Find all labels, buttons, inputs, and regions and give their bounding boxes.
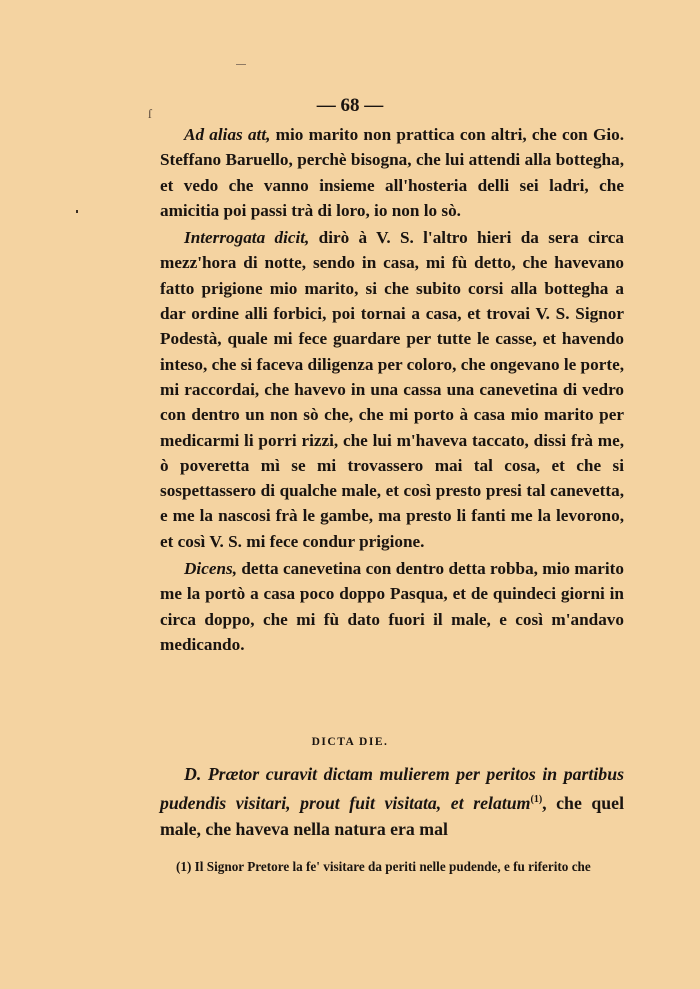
footnote	[160, 856, 626, 878]
page-number: — 68 —	[316, 95, 384, 116]
paragraph-lead: Interrogata dicit,	[184, 228, 310, 248]
latin-italic-text: D. Prætor curavit dictam mulierem per peritos in partibus pudendis visitari, prout fuit visitata, et relatum	[160, 764, 624, 814]
body-text	[160, 122, 624, 657]
paragraph	[160, 225, 624, 554]
paragraph-text: dirò à V. S. l'altro hieri da sera circa mezz'hora di notte, sendo in casa, mi fù detto, che havevano fatto prigione mio marito, si che subito corsi alla botteghа a dar ordine alli forbici, poi tornai a casa, et trovai V. S. Signor Podestà, quale mi fece guardare per tutte le casse, et havendo inteso, che si faceva diligenza per coloro, che ongevano le porte, mi raccordai, che havevo in una cassa una canevetina di vedro con dentro un non sò che, che mi porto à casa mio marito per medicarmi li porri rizzi, che lui m'haveva taccato, dissi frà me, ò poveretta mì se mi trovassero mai tal cosa, et che si sospettassero di qualche male, et così presto presi tal canevetta, e me la nascosi frà le gambe, ma presto li fanti me la levorono, et così V. S. mi fece condur prigione.	[160, 228, 625, 551]
latin-rest-text: , che quel male, che haveva nella natura era mal	[160, 793, 625, 839]
paragraph	[160, 122, 624, 223]
footnote-reference: (1)	[530, 794, 543, 806]
section-heading: DICTA DIE.	[311, 736, 389, 748]
paragraph-text: detta canevetina con dentro detta robba, mio marito me la portò a casa poco doppo Pasqua, et de quindeci giorni in circa doppo, che mi fù dato fuori il male, e così m'andavo medicando.	[160, 559, 624, 654]
paragraph-text: mio marito non prattica con altri, che con Gio. Steffano Baruello, perchè bisogna, che lui attendi alla botteghа, et vedo che vanno insieme all'hosteria delli sei ladri, che amicitia poi passi trà di loro, io non lo sò.	[160, 125, 624, 220]
paragraph	[160, 556, 624, 657]
margin-mark: ſ	[148, 106, 152, 121]
top-dash-mark	[236, 64, 246, 65]
latin-paragraph	[160, 762, 624, 842]
footnote-text: (1) Il Signor Pretore la fe' visitare da periti nelle pudende, e fu riferito che	[176, 859, 591, 874]
paragraph-lead: Dicens,	[184, 559, 237, 579]
paragraph-lead: Ad alias att,	[184, 125, 271, 144]
margin-dot-mark	[76, 210, 78, 213]
paragraph	[160, 762, 624, 842]
